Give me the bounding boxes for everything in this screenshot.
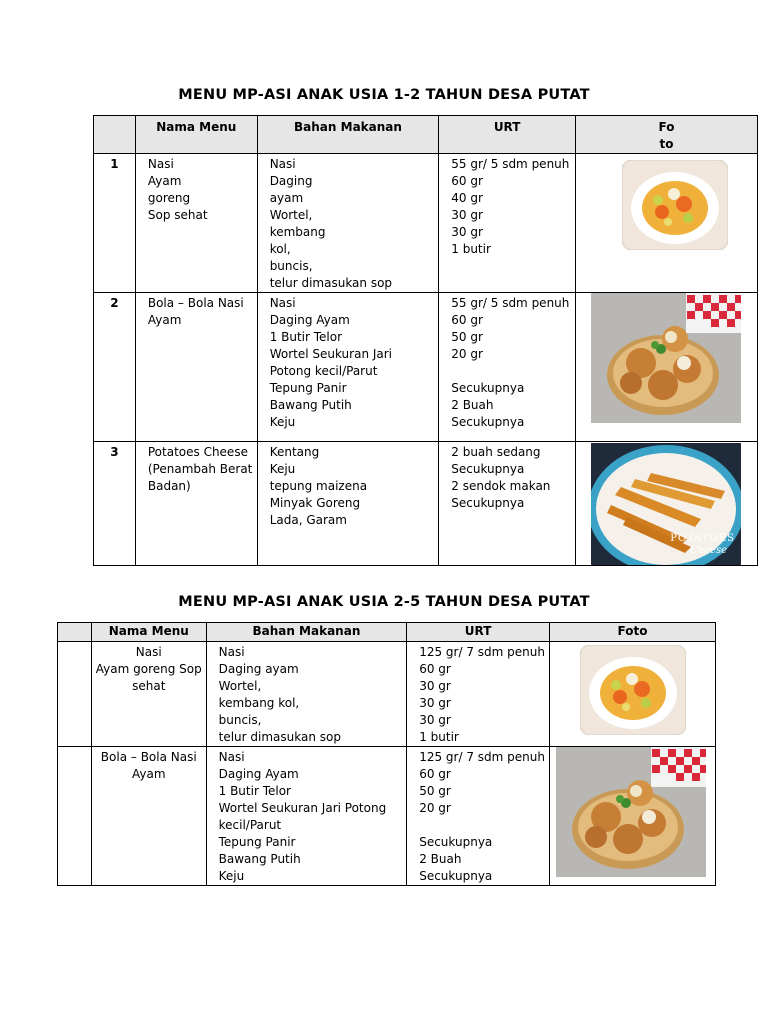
table2-title: MENU MP-ASI ANAK USIA 2-5 TAHUN DESA PUTAT [178,594,590,610]
soup-bowl-photo [622,160,728,250]
photo-caption-potatoes: POTATOES [670,533,736,544]
header-bahan-makanan: Bahan Makanan [206,623,407,642]
potato-wedges-photo [591,443,741,565]
menu-name: Nasi Ayam goreng Sop sehat [147,157,208,222]
table-row [94,442,758,566]
header-urt [439,116,576,154]
header-urt: URT [407,623,550,642]
menu-name: Potatoes Cheese (Penambah Berat Badan) [147,445,253,493]
table-row [58,747,716,886]
soup-bowl-photo [580,645,686,735]
row-number [58,642,92,747]
photo-caption-cheese: Cheese [690,545,728,556]
photo-cell [576,293,758,442]
ingredients: Nasi Daging ayam Wortel, kembang kol, buncis, telur dimasukan sop [218,645,341,744]
row-number: 1 [94,154,136,293]
row-number [58,747,92,886]
urt-values: 2 buah sedang Secukupnya 2 sendok makan Secukupnya [451,445,551,510]
menu-name: Nasi Ayam goreng Sop sehat [95,645,202,693]
header-foto: Foto [550,623,716,642]
menu-name: Bola – Bola Nasi Ayam [147,296,244,327]
table-header-row [94,116,758,154]
header-nama-menu: Nama Menu [91,623,206,642]
urt-values: 125 gr/ 7 sdm penuh 60 gr 30 gr 30 gr 30 gr 1 butir [419,645,545,744]
ingredients: Nasi Daging Ayam 1 Butir Telor Wortel Seukuran Jari Potong kecil/Parut Tepung Panir Bawang Putih Keju [269,296,393,429]
header-no [58,623,92,642]
header-bahan-makanan [257,116,439,154]
header-urt-label: URT [493,120,521,134]
header-no [94,116,136,154]
rice-balls-photo [556,747,706,877]
urt-values: 125 gr/ 7 sdm penuh 60 gr 50 gr 20 gr Secukupnya 2 Buah Secukupnya [419,750,545,883]
photo-cell [550,642,716,747]
ingredients: Nasi Daging Ayam 1 Butir Telor Wortel Seukuran Jari Potong kecil/Parut Tepung Panir Bawang Putih Keju [218,750,387,883]
photo-cell [550,747,716,886]
row-number: 2 [94,293,136,442]
table-row [94,154,758,293]
table-row [58,642,716,747]
ingredients: Kentang Keju tepung maizena Minyak Goreng Lada, Garam [269,445,368,527]
row-number: 3 [94,442,136,566]
photo-cell [576,442,758,566]
photo-cell [576,154,758,293]
header-nama-menu [135,116,257,154]
rice-balls-photo [591,293,741,423]
header-foto-label: Fo to [658,120,675,151]
table-row [94,293,758,442]
table1-title: MENU MP-ASI ANAK USIA 1-2 TAHUN DESA PUTAT [178,87,590,103]
urt-values: 55 gr/ 5 sdm penuh 60 gr 40 gr 30 gr 30 gr 1 butir [451,157,570,256]
header-foto [576,116,758,154]
menu-name: Bola – Bola Nasi Ayam [100,750,197,781]
table-header-row [58,623,716,642]
urt-values: 55 gr/ 5 sdm penuh 60 gr 50 gr 20 gr Secukupnya 2 Buah Secukupnya [451,296,570,429]
menu-table-1-2-years [93,115,758,566]
header-nama-menu-label: Nama Menu [156,120,237,134]
menu-table-2-5-years [57,622,716,886]
ingredients: Nasi Daging ayam Wortel, kembang kol, buncis, telur dimasukan sop [269,157,393,290]
header-bahan-label: Bahan Makanan [294,120,402,134]
